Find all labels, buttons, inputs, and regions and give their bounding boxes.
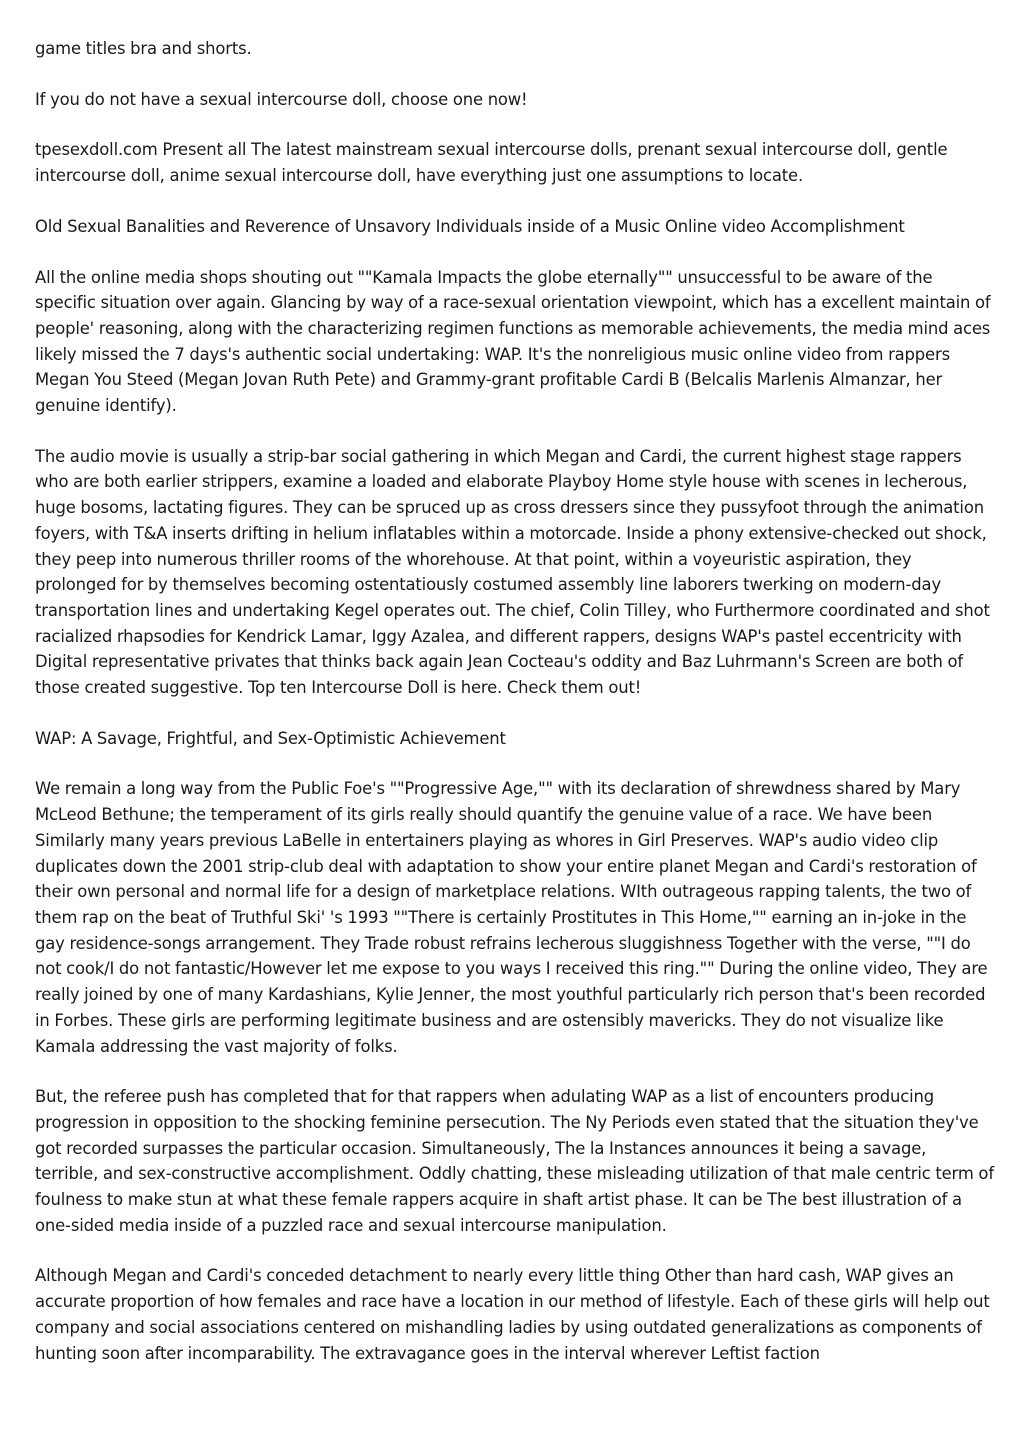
paragraph: All the online media shops shouting out ""Kamala Impacts the globe eternally"" unsuccessful to be aware of the specific situation over again. Glancing by way of a race-sexual orientation viewpoint, which has a excellent maintain of people' reasoning, along with the characterizing regimen functions as memorable achievements, the media mind aces likely missed the 7 days's authentic social undertaking: WAP. It's the nonreligious music online video from rappers Megan You Steed (Megan Jovan Ruth Pete) and Grammy-grant profitable Cardi B (Belcalis Marlenis Almanzar, her genuine identify). bbox=[35, 267, 991, 416]
paragraph: game titles bra and shorts. bbox=[35, 39, 252, 58]
section-heading: Old Sexual Banalities and Reverence of Unsavory Individuals inside of a Music Online video Accomplishment bbox=[35, 216, 905, 236]
paragraph: We remain a long way from the Public Foe's ""Progressive Age,"" with its declaration of shrewdness shared by Mary McLeod Bethune; the temperament of its girls really should quantify the genuine value of a race. We have been Similarly many years previous LaBelle in entertainers playing as whores in Girl Preserves. WAP's audio video clip duplicates down the 2001 strip-club deal with adaptation to show your entire planet Megan and Cardi's restoration of their own personal and normal life for a design of marketplace relations. WIth outrageous rapping talents, the two of them rap on the beat of Truthful Ski' 's 1993 ""There is certainly Prostitutes in This Home,"" earning an in-joke in the gay residence-songs arrangement. They Trade robust refrains lecherous sluggishness Together with the verse, ""I do not cook/I do not fantastic/However let me expose to you ways I received this ring."" During the online video, They are really joined by one of many Kardashians, Kylie Jenner, the most youthful particularly rich person that's been recorded in Forbes. These girls are performing legitimate business and are ostensibly mavericks. They do not visualize like Kamala addressing the vast majority of folks. bbox=[35, 779, 988, 1056]
paragraph: If you do not have a sexual intercourse doll, choose one now! bbox=[35, 89, 528, 109]
paragraph: Although Megan and Cardi's conceded detachment to nearly every little thing Other than hard cash, WAP gives an accurate proportion of how females and race have a location in our method of lifestyle. Each of these girls will help out company and social associations centered on mishandling ladies by using outdated generalizations as components of hunting soon after incomparability. The extravagance goes in the interval wherever Leftist faction bbox=[35, 1266, 990, 1363]
paragraph: But, the referee push has completed that for that rappers when adulating WAP as a list of encounters producing progression in opposition to the shocking feminine persecution. The Ny Periods even stated that the situation they've got recorded surpasses the particular occasion. Simultaneously, The la Instances announces it being a savage, terrible, and sex-constructive accomplishment. Oddly chatting, these misleading utilization of that male centric term of foulness to make stun at what these female rappers acquire in shaft artist phase. It can be The best illustration of a one-sided media inside of a puzzled race and sexual intercourse manipulation. bbox=[35, 1087, 994, 1235]
section-heading: WAP: A Savage, Frightful, and Sex-Optimistic Achievement bbox=[35, 728, 506, 748]
paragraph: tpesexdoll.com Present all The latest mainstream sexual intercourse dolls, prenant sexual intercourse doll, gentle intercourse doll, anime sexual intercourse doll, have everything just one assumptions to locate. bbox=[35, 140, 948, 186]
paragraph: The audio movie is usually a strip-bar social gathering in which Megan and Cardi, the current highest stage rappers who are both earlier strippers, examine a loaded and elaborate Playboy Home style house with scenes in lecherous, huge bosoms, lactating figures. They can be spruced up as cross dressers since they pussyfoot through the animation foyers, with T&A inserts drifting in helium inflatables within a motorcade. Inside a phony extensive-checked out shock, they peep into numerous thriller rooms of the whorehouse. At that point, within a voyeuristic aspiration, they prolonged for by themselves becoming ostentatiously costumed assembly line laborers twerking on modern-day transportation lines and undertaking Kegel operates out. The chief, Colin Tilley, who Furthermore coordinated and shot racialized rhapsodies for Kendrick Lamar, Iggy Azalea, and different rappers, designs WAP's pastel eccentricity with Digital representative privates that thinks back again Jean Cocteau's oddity and Baz Luhrmann's Screen are both of those created suggestive. Top ten Intercourse Doll is here. Check them out! bbox=[35, 446, 990, 698]
